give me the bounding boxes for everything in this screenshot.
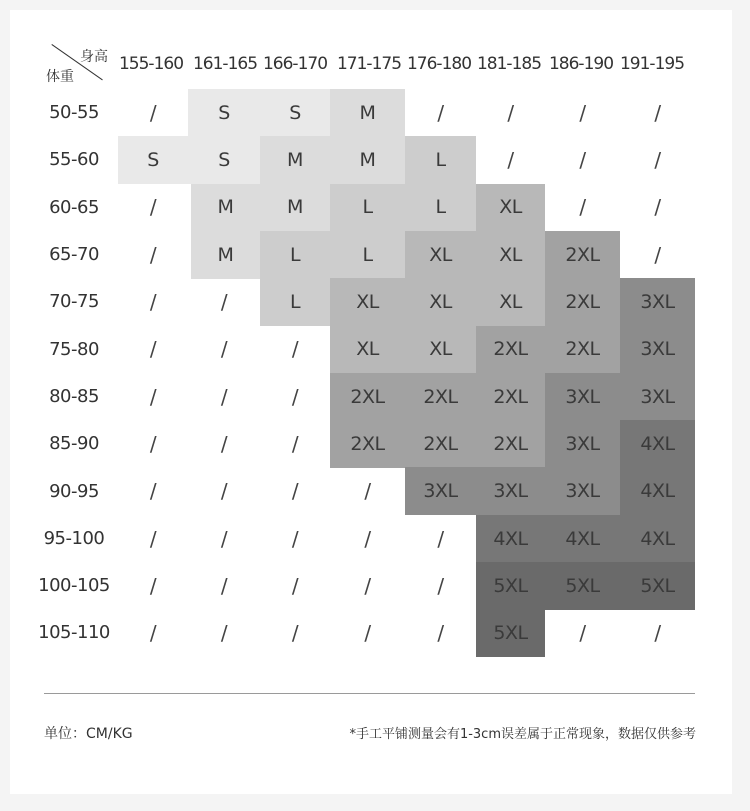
- size-cell-empty: /: [149, 290, 157, 315]
- size-cell-empty: /: [654, 148, 661, 173]
- size-cell-empty: /: [291, 526, 299, 551]
- size-cell: 4XL: [476, 515, 545, 563]
- size-cell: L: [330, 231, 405, 279]
- size-cell-empty: /: [579, 148, 586, 173]
- unit-label: 单位：CM/KG: [44, 726, 133, 742]
- size-cell: S: [188, 89, 260, 137]
- size-cell-empty: /: [437, 573, 444, 598]
- size-cell: M: [191, 231, 260, 279]
- size-cell: XL: [476, 231, 545, 279]
- size-cell-empty: /: [149, 573, 157, 598]
- size-cell: 5XL: [545, 562, 620, 610]
- size-cell: M: [260, 136, 330, 184]
- size-cell-empty: /: [579, 100, 586, 125]
- height-header-161-165: 161-165: [192, 54, 258, 74]
- size-cell: 2XL: [545, 326, 620, 374]
- size-cell-empty: /: [364, 573, 371, 598]
- size-cell: 3XL: [620, 373, 695, 421]
- weight-row-label: 105-110: [38, 622, 110, 644]
- size-cell: 2XL: [545, 278, 620, 326]
- size-cell-empty: /: [654, 242, 661, 267]
- size-cell: 3XL: [545, 467, 620, 515]
- size-cell-empty: /: [437, 100, 444, 125]
- size-cell-empty: /: [291, 573, 299, 598]
- size-cell: S: [188, 136, 260, 184]
- weight-row-label: 100-105: [38, 575, 110, 597]
- size-cell-empty: /: [291, 384, 299, 409]
- size-cell: 3XL: [476, 467, 545, 515]
- size-cell: 5XL: [620, 562, 695, 610]
- size-cell-empty: /: [220, 621, 228, 646]
- size-cell: 5XL: [476, 609, 545, 657]
- size-cell: L: [330, 184, 405, 232]
- weight-row-label: 75-80: [49, 338, 99, 360]
- size-cell: 2XL: [476, 326, 545, 374]
- height-header-186-190: 186-190: [548, 54, 614, 74]
- size-cell-empty: /: [437, 526, 444, 551]
- size-cell-empty: /: [149, 242, 157, 267]
- size-cell: 3XL: [620, 326, 695, 374]
- weight-row-label: 55-60: [49, 149, 99, 171]
- size-cell-empty: /: [437, 621, 444, 646]
- size-cell: L: [260, 231, 330, 279]
- size-cell: XL: [476, 278, 545, 326]
- size-cell: M: [260, 184, 330, 232]
- size-cell: 2XL: [476, 373, 545, 421]
- size-cell-empty: /: [220, 337, 228, 362]
- weight-row-label: 60-65: [49, 196, 99, 218]
- size-cell: 2XL: [330, 373, 405, 421]
- size-cell-empty: /: [149, 100, 157, 125]
- height-header-166-170: 166-170: [262, 54, 328, 74]
- size-cell: M: [330, 89, 405, 137]
- weight-row-label: 65-70: [49, 244, 99, 266]
- height-header-191-195: 191-195: [619, 54, 685, 74]
- size-cell-empty: /: [220, 479, 228, 504]
- size-cell-empty: /: [291, 621, 299, 646]
- size-cell-empty: /: [220, 384, 228, 409]
- size-cell: 2XL: [545, 231, 620, 279]
- size-cell-empty: /: [291, 337, 299, 362]
- size-cell: L: [260, 278, 330, 326]
- size-cell: XL: [405, 231, 476, 279]
- size-cell: L: [405, 136, 476, 184]
- size-cell: 4XL: [620, 515, 695, 563]
- size-cell-empty: /: [220, 431, 228, 456]
- size-cell-empty: /: [364, 526, 371, 551]
- size-cell-empty: /: [654, 195, 661, 220]
- size-cell: L: [405, 184, 476, 232]
- size-cell: 4XL: [545, 515, 620, 563]
- height-header-155-160: 155-160: [118, 54, 184, 74]
- size-cell-empty: /: [507, 148, 514, 173]
- height-header-171-175: 171-175: [336, 54, 402, 74]
- weight-row-label: 80-85: [49, 385, 99, 407]
- size-cell: XL: [476, 184, 545, 232]
- size-cell-empty: /: [579, 195, 586, 220]
- size-cell: M: [191, 184, 260, 232]
- size-cell-empty: /: [654, 621, 661, 646]
- height-header-176-180: 176-180: [406, 54, 472, 74]
- size-cell-empty: /: [364, 621, 371, 646]
- size-cell: 3XL: [405, 467, 476, 515]
- weight-row-label: 95-100: [43, 527, 105, 549]
- size-cell: 3XL: [620, 278, 695, 326]
- measurement-note: *手工平铺测量会有1-3cm误差属于正常现象，数据仅供参考: [349, 727, 696, 742]
- size-cell: XL: [330, 326, 405, 374]
- size-cell: S: [260, 89, 330, 137]
- size-cell-empty: /: [291, 431, 299, 456]
- size-cell: 2XL: [405, 373, 476, 421]
- footer-divider: [44, 693, 695, 694]
- size-cell-empty: /: [149, 384, 157, 409]
- corner-weight-label: 体重: [46, 69, 74, 85]
- size-cell-empty: /: [654, 100, 661, 125]
- size-cell-empty: /: [220, 526, 228, 551]
- size-cell: XL: [405, 278, 476, 326]
- size-cell: XL: [405, 326, 476, 374]
- size-cell: 4XL: [620, 420, 695, 468]
- size-cell: S: [118, 136, 188, 184]
- size-cell: 2XL: [330, 420, 405, 468]
- size-cell-empty: /: [507, 100, 514, 125]
- size-cell: M: [330, 136, 405, 184]
- size-cell-empty: /: [220, 290, 228, 315]
- size-cell: 2XL: [405, 420, 476, 468]
- weight-row-label: 70-75: [49, 291, 99, 313]
- size-cell-empty: /: [149, 479, 157, 504]
- weight-row-label: 90-95: [49, 480, 99, 502]
- size-cell: XL: [330, 278, 405, 326]
- size-cell-empty: /: [291, 479, 299, 504]
- size-cell-empty: /: [149, 621, 157, 646]
- size-cell-empty: /: [364, 479, 371, 504]
- weight-row-label: 85-90: [49, 433, 99, 455]
- size-cell: 3XL: [545, 373, 620, 421]
- size-cell: 4XL: [620, 467, 695, 515]
- size-cell: 5XL: [476, 562, 545, 610]
- size-cell-empty: /: [579, 621, 586, 646]
- size-cell: 3XL: [545, 420, 620, 468]
- size-cell-empty: /: [149, 337, 157, 362]
- height-header-181-185: 181-185: [476, 54, 542, 74]
- corner-height-label: 身高: [80, 49, 108, 65]
- size-cell-empty: /: [149, 431, 157, 456]
- size-cell-empty: /: [220, 573, 228, 598]
- weight-row-label: 50-55: [49, 102, 99, 124]
- size-cell: 2XL: [476, 420, 545, 468]
- size-cell-empty: /: [149, 195, 157, 220]
- size-cell-empty: /: [149, 526, 157, 551]
